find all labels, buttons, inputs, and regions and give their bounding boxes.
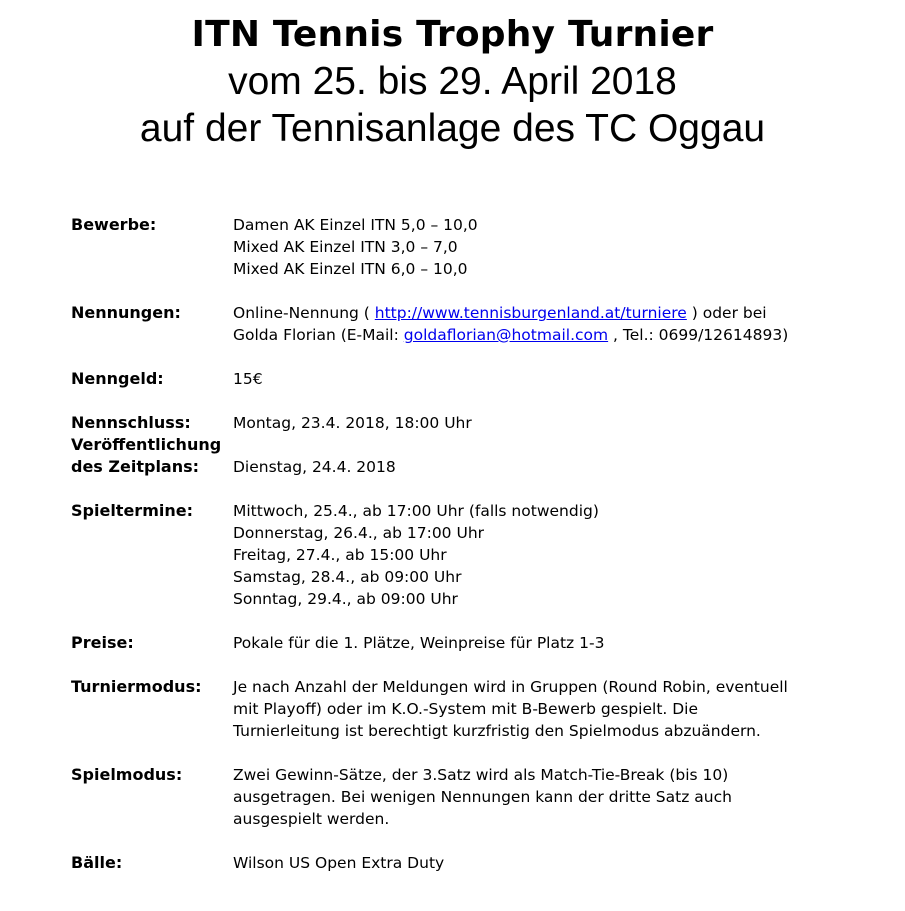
label-spieltermine: Spieltermine: [71,501,193,520]
label-preise: Preise: [71,633,134,652]
value-nennschluss: Montag, 23.4. 2018, 18:00 Uhr [233,414,472,432]
spieltermin-line: Mittwoch, 25.4., ab 17:00 Uhr (falls notwendig) [233,502,599,520]
tournament-link[interactable]: http://www.tennisburgenland.at/turniere [374,304,687,322]
spielmodus-line: Zwei Gewinn-Sätze, der 3.Satz wird als Match-Tie-Break (bis 10) [233,766,729,784]
value-nenngeld: 15€ [233,370,263,388]
nennungen-line-2 [233,324,871,346]
contact-phone-text: , Tel.: 0699/12614893) [608,326,789,344]
value-spielmodus [233,764,871,830]
nennungen-text: Online-Nennung ( [233,304,375,322]
spieltermin-line: Donnerstag, 26.4., ab 17:00 Uhr [233,524,485,542]
row-turniermodus [71,676,871,742]
row-preise [71,632,871,654]
value-spieltermine [233,500,871,610]
label-zeitplan [71,434,233,478]
row-nennschluss [71,412,871,434]
label-spielmodus: Spielmodus: [71,765,183,784]
turniermodus-line: Je nach Anzahl der Meldungen wird in Gruppen (Round Robin, eventuell [233,678,788,696]
label-turniermodus: Turniermodus: [71,677,202,696]
row-baelle [71,852,871,874]
label-nenngeld: Nenngeld: [71,369,164,388]
turniermodus-line: Turnierleitung ist berechtigt kurzfristig den Spielmodus abzuändern. [233,722,761,740]
value-nennungen [233,302,871,346]
bewerb-line: Mixed AK Einzel ITN 6,0 – 10,0 [233,260,468,278]
nennungen-line-1 [233,302,871,324]
label-nennungen: Nennungen: [71,303,181,322]
label-zeitplan-line-2: des Zeitplans: [71,457,200,476]
row-nenngeld [71,368,871,390]
details-list [71,214,871,874]
spieltermin-line: Samstag, 28.4., ab 09:00 Uhr [233,568,462,586]
row-nennungen [71,302,871,346]
row-bewerbe [71,214,871,280]
label-bewerbe: Bewerbe: [71,215,157,234]
nennungen-text: ) oder bei [686,304,767,322]
row-spielmodus [71,764,871,830]
label-zeitplan-line-1: Veröffentlichung [71,435,222,454]
bewerb-line: Mixed AK Einzel ITN 3,0 – 7,0 [233,238,458,256]
row-zeitplan [71,434,871,478]
label-nennschluss: Nennschluss: [71,413,191,432]
date-line: vom 25. bis 29. April 2018 [228,60,677,103]
document-header [0,12,905,152]
bewerb-line: Damen AK Einzel ITN 5,0 – 10,0 [233,216,478,234]
document-title: ITN Tennis Trophy Turnier [191,14,714,55]
email-link[interactable]: goldaflorian@hotmail.com [403,326,609,344]
spielmodus-line: ausgetragen. Bei wenigen Nennungen kann der dritte Satz auch [233,788,732,806]
contact-text: Golda Florian (E-Mail: [233,326,404,344]
spieltermin-line: Sonntag, 29.4., ab 09:00 Uhr [233,590,458,608]
value-baelle: Wilson US Open Extra Duty [233,854,445,872]
zeitplan-date: Dienstag, 24.4. 2018 [233,458,396,476]
venue-line: auf der Tennisanlage des TC Oggau [139,107,766,150]
row-spieltermine [71,500,871,610]
value-turniermodus [233,676,871,742]
value-zeitplan [233,434,871,478]
value-bewerbe [233,214,871,280]
label-baelle: Bälle: [71,853,123,872]
spieltermin-line: Freitag, 27.4., ab 15:00 Uhr [233,546,447,564]
zeitplan-spacer [233,434,871,456]
value-preise: Pokale für die 1. Plätze, Weinpreise für Platz 1-3 [233,634,605,652]
turniermodus-line: mit Playoff) oder im K.O.-System mit B-Bewerb gespielt. Die [233,700,699,718]
spielmodus-line: ausgespielt werden. [233,810,390,828]
